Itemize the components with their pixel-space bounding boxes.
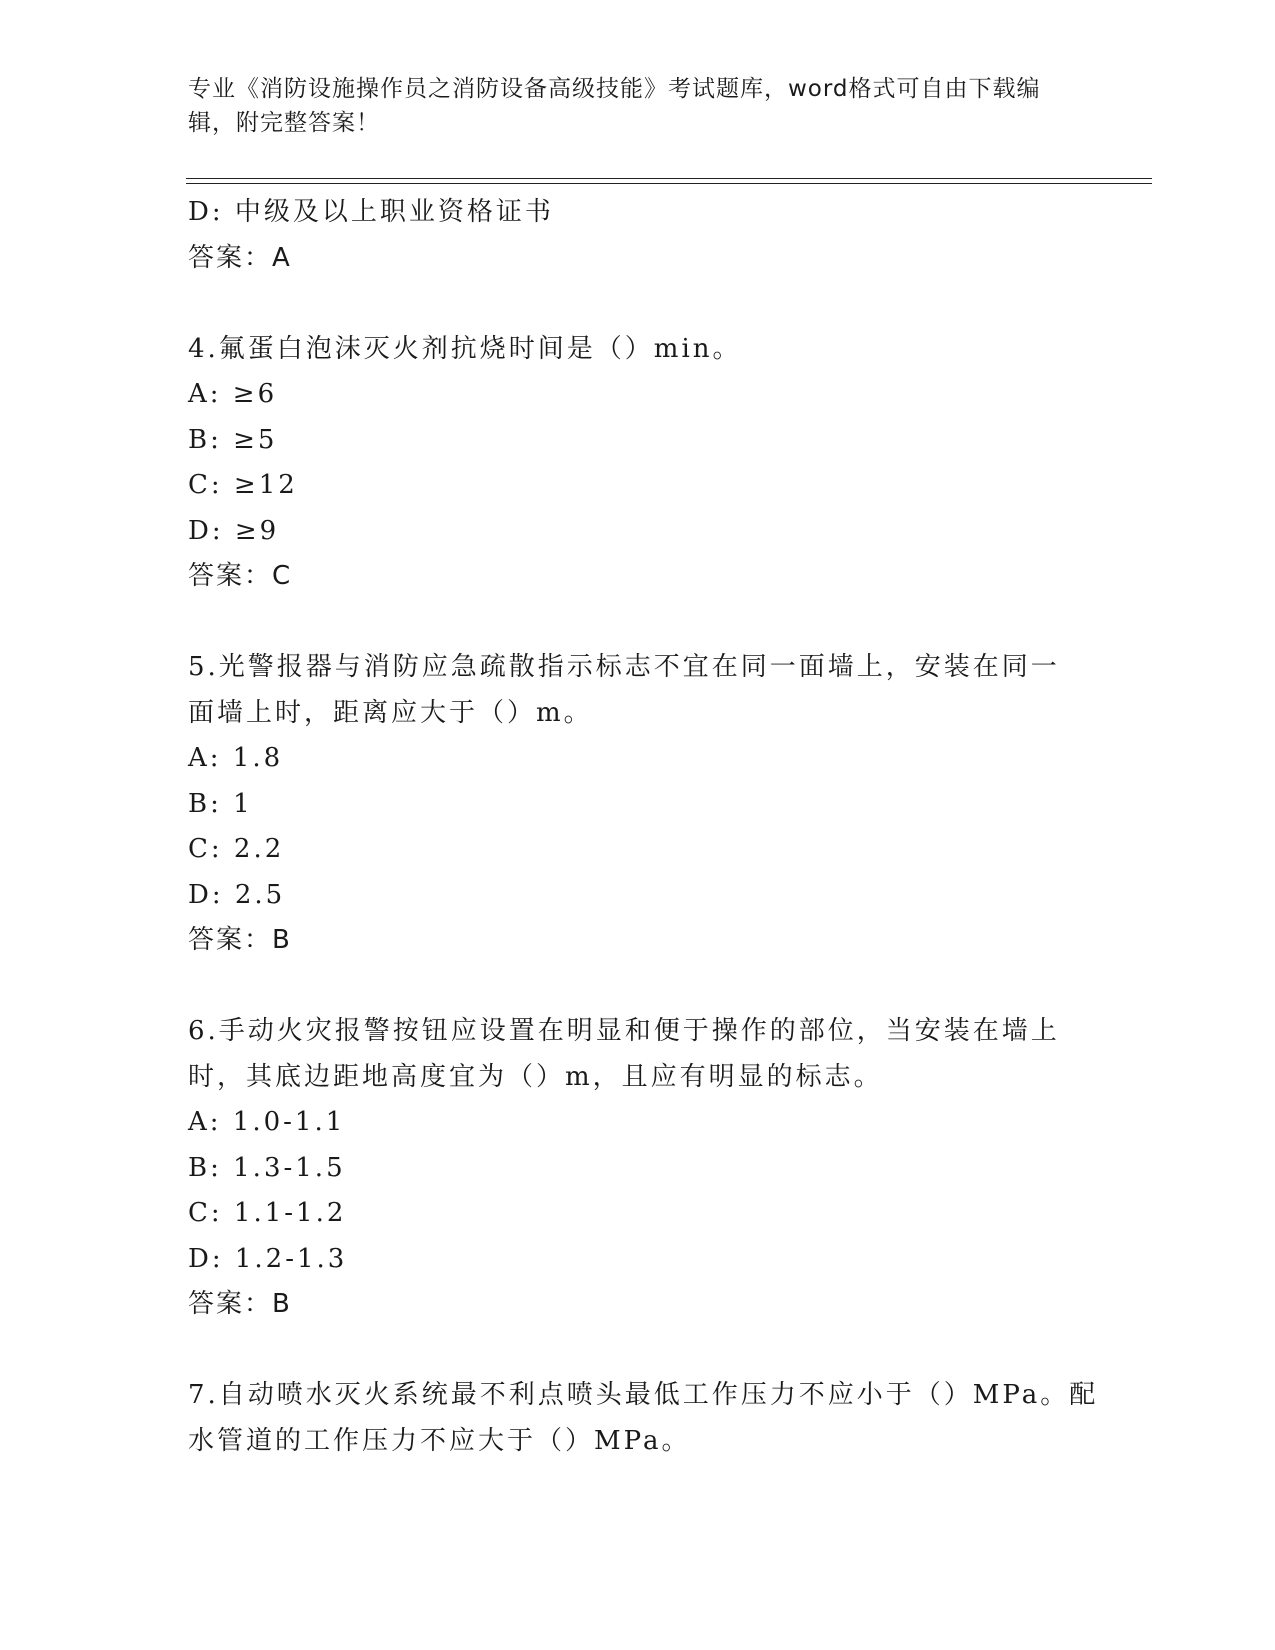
- question-text-continued: 面墙上时，距离应大于（）m。: [188, 697, 593, 728]
- option-b: B: 1.3-1.5: [188, 1152, 346, 1183]
- document-header: [188, 72, 1068, 140]
- question-text-continued: 时，其底边距地高度宜为（）m，且应有明显的标志。: [188, 1061, 883, 1092]
- question-text: 4.氟蛋白泡沫灭火剂抗烧时间是（）min。: [188, 333, 742, 364]
- option-a: A: 1.0-1.1: [188, 1107, 346, 1137]
- option-d: D: 中级及以上职业资格证书: [188, 197, 554, 227]
- option-d: D: ≥9: [188, 515, 280, 546]
- header-divider-bottom: [186, 183, 1152, 184]
- question-5: [188, 645, 1088, 964]
- spacer: [188, 964, 1088, 1010]
- document-body: [188, 190, 1099, 1464]
- previous-question-tail: [188, 190, 1088, 281]
- option-d: D: 1.2-1.3: [188, 1243, 348, 1274]
- option-d: D: 2.5: [188, 879, 286, 910]
- question-text: 7.自动喷水灭火系统最不利点喷头最低工作压力不应小于（）MPa。配: [188, 1380, 1099, 1410]
- answer: 答案：B: [188, 925, 292, 955]
- spacer: [188, 1328, 1088, 1374]
- option-a: A: 1.8: [188, 743, 284, 773]
- question-text: 6.手动火灾报警按钮应设置在明显和便于操作的部位，当安装在墙上: [188, 1016, 1060, 1046]
- question-text: 5.光警报器与消防应急疏散指示标志不宜在同一面墙上，安装在同一: [188, 652, 1060, 682]
- spacer: [188, 281, 1088, 327]
- question-text-continued: 水管道的工作压力不应大于（）MPa。: [188, 1425, 691, 1456]
- option-c: C: 2.2: [188, 834, 285, 864]
- answer: 答案：B: [188, 1289, 292, 1319]
- option-b: B: ≥5: [188, 424, 278, 455]
- question-4: [188, 327, 1088, 600]
- question-7: [188, 1373, 1099, 1464]
- answer: 答案：C: [188, 561, 293, 591]
- option-c: C: ≥12: [188, 470, 298, 500]
- option-a: A: ≥6: [188, 379, 278, 409]
- header-line-2: 辑，附完整答案！: [188, 110, 380, 136]
- answer: 答案：A: [188, 242, 292, 273]
- header-line-1: 专业《消防设施操作员之消防设备高级技能》考试题库，word格式可自由下载编: [188, 76, 1041, 102]
- option-c: C: 1.1-1.2: [188, 1198, 347, 1228]
- spacer: [188, 600, 1088, 646]
- option-b: B: 1: [188, 788, 253, 819]
- header-divider-top: [186, 178, 1152, 179]
- question-6: [188, 1009, 1088, 1328]
